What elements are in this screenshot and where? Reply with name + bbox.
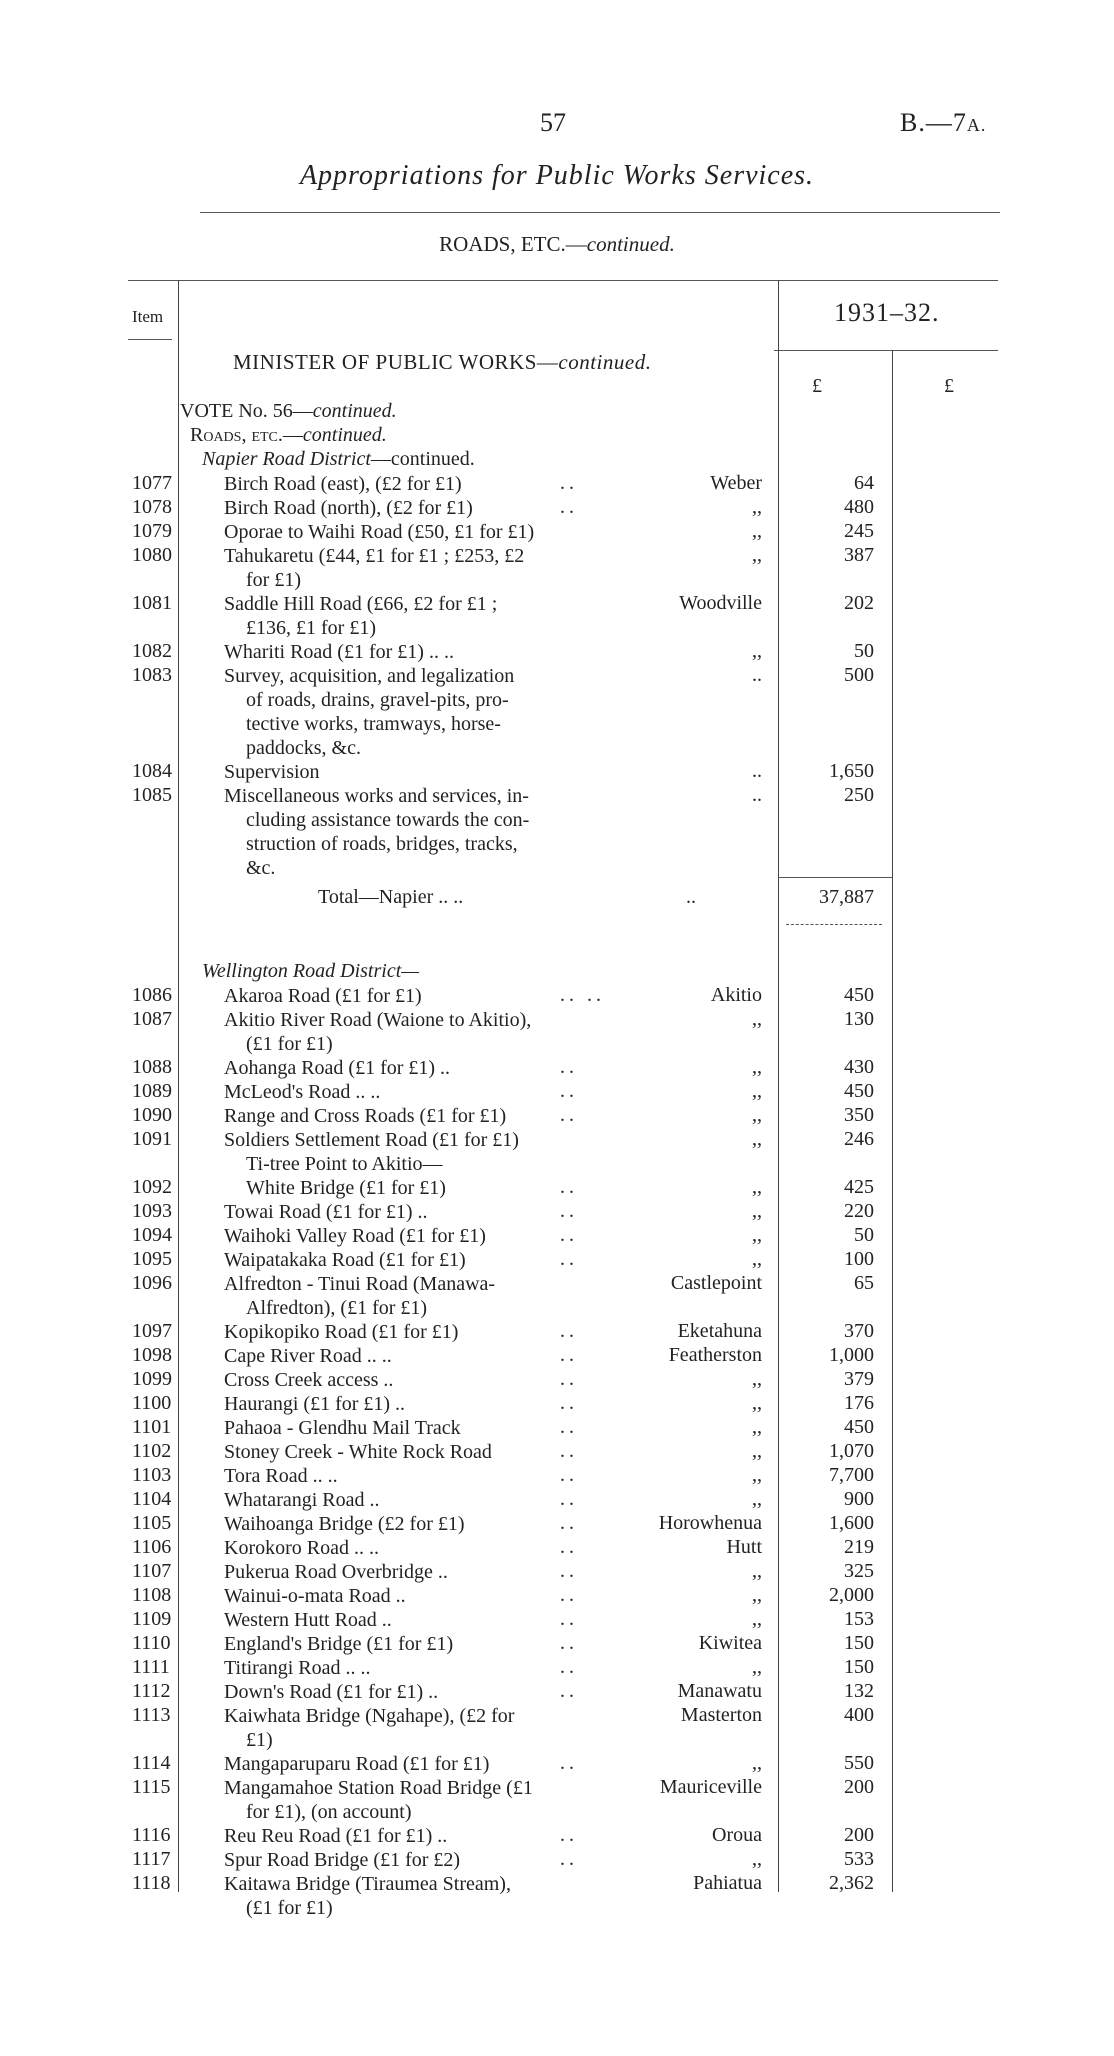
item-number: 1110 <box>132 1632 171 1654</box>
minister-heading <box>233 350 651 375</box>
leader-dots: .. <box>560 1560 578 1582</box>
napier-district-heading <box>202 448 475 471</box>
item-location: Kiwitea <box>698 1632 762 1654</box>
item-number: 1105 <box>132 1512 172 1534</box>
item-number: 1103 <box>132 1464 172 1486</box>
item-location: Weber <box>710 472 762 494</box>
item-location: Mauriceville <box>659 1776 762 1798</box>
description-line: Waihoanga Bridge (£2 for £1) <box>224 1513 465 1535</box>
description-line: Stoney Creek - White Rock Road <box>224 1441 492 1463</box>
description-line: Birch Road (east), (£2 for £1) <box>224 473 462 495</box>
item-number: 1083 <box>132 664 172 686</box>
item-location: ,, <box>752 1560 762 1582</box>
leader-dots: .. <box>560 1248 578 1270</box>
description-line: Kaiwhata Bridge (Ngahape), (£2 for <box>224 1705 515 1727</box>
item-location: ,, <box>752 1416 762 1438</box>
item-amount: 387 <box>844 544 874 566</box>
description-line: Haurangi (£1 for £1) .. <box>224 1393 406 1415</box>
description-line: of roads, drains, gravel-pits, pro- <box>246 689 509 711</box>
item-amount: 1,000 <box>829 1344 874 1366</box>
description-line: tective works, tramways, horse- <box>246 713 501 735</box>
item-amount: 50 <box>854 640 874 662</box>
description-line: (£1 for £1) <box>246 1033 333 1055</box>
description-line: Supervision <box>224 761 320 783</box>
item-location: ,, <box>752 1608 762 1630</box>
item-number: 1104 <box>132 1488 172 1510</box>
item-location: Akitio <box>710 984 762 1006</box>
description-line: Down's Road (£1 for £1) .. <box>224 1681 439 1703</box>
description-line: Tahukaretu (£44, £1 for £1 ; £253, £2 <box>224 545 525 567</box>
item-number: 1086 <box>132 984 172 1006</box>
item-description <box>224 520 620 544</box>
leader-dots: .. <box>560 1368 578 1390</box>
description-line: Mangaparuparu Road (£1 for £1) <box>224 1753 490 1775</box>
item-number: 1080 <box>132 544 172 566</box>
item-column-header: Item <box>132 307 164 326</box>
description-line: Survey, acquisition, and legalization <box>224 665 515 687</box>
item-number: 1113 <box>132 1704 171 1726</box>
leader-dots: .. <box>560 472 578 494</box>
napier-total-label: Total—Napier .. .. <box>318 886 464 908</box>
description-line: Tora Road .. .. <box>224 1465 338 1487</box>
section-title-main: ROADS, ETC.— <box>439 232 587 256</box>
item-amount: 50 <box>854 1224 874 1246</box>
item-number: 1093 <box>132 1200 172 1222</box>
item-location: ,, <box>752 1248 762 1270</box>
item-amount: 500 <box>844 664 874 686</box>
description-line: Titirangi Road .. .. <box>224 1657 371 1679</box>
item-amount: 220 <box>844 1200 874 1222</box>
item-number: 1088 <box>132 1056 172 1078</box>
description-line: Cross Creek access .. <box>224 1369 394 1391</box>
item-number: 1081 <box>132 592 172 614</box>
item-location: ,, <box>752 1200 762 1222</box>
item-location: ,, <box>752 1104 762 1126</box>
item-number: 1115 <box>132 1776 171 1798</box>
description-line: McLeod's Road .. .. <box>224 1081 381 1103</box>
description-line: Reu Reu Road (£1 for £1) .. <box>224 1825 448 1847</box>
item-amount: 1,600 <box>829 1512 874 1534</box>
leader-dots: .. .. <box>560 984 605 1006</box>
item-location: ,, <box>752 1488 762 1510</box>
item-number: 1091 <box>132 1128 172 1150</box>
item-description <box>224 592 620 640</box>
leader-dots: .. <box>560 1824 578 1846</box>
item-location: ,, <box>752 1464 762 1486</box>
item-location: .. <box>752 784 762 806</box>
wellington-district-heading <box>202 960 419 983</box>
item-location: Woodville <box>679 592 762 614</box>
item-location: ,, <box>752 640 762 662</box>
item-amount: 153 <box>844 1608 874 1630</box>
item-location: ,, <box>752 1392 762 1414</box>
leader-dots: .. <box>560 1632 578 1654</box>
page-code-suffix: A. <box>966 115 987 135</box>
leader-dots: .. <box>560 1656 578 1678</box>
item-number: 1112 <box>132 1680 171 1702</box>
leader-dots: .. <box>560 1464 578 1486</box>
item-amount: 425 <box>844 1176 874 1198</box>
description-line: Kopikopiko Road (£1 for £1) <box>224 1321 459 1343</box>
item-amount: 450 <box>844 1080 874 1102</box>
item-amount: 550 <box>844 1752 874 1774</box>
item-amount: 7,700 <box>829 1464 874 1486</box>
item-amount: 64 <box>854 472 874 494</box>
description-line: paddocks, &c. <box>246 737 361 759</box>
item-amount: 1,070 <box>829 1440 874 1462</box>
item-location: ,, <box>752 1584 762 1606</box>
item-location: ,, <box>752 544 762 566</box>
item-number: 1108 <box>132 1584 172 1606</box>
description-line: cluding assistance towards the con- <box>246 809 530 831</box>
item-number: 1100 <box>132 1392 172 1414</box>
description-line: Towai Road (£1 for £1) .. <box>224 1201 428 1223</box>
description-line: Akaroa Road (£1 for £1) <box>224 985 422 1007</box>
item-amount: 480 <box>844 496 874 518</box>
leader-dots: .. <box>560 1752 578 1774</box>
item-location: Horowhenua <box>658 1512 762 1534</box>
item-number: 1089 <box>132 1080 172 1102</box>
item-number: 1114 <box>132 1752 171 1774</box>
leader-dots: .. <box>560 1608 578 1630</box>
leader-dots: .. <box>560 1176 578 1198</box>
leader-dots: .. <box>560 1512 578 1534</box>
description-line: Alfredton - Tinui Road (Manawa- <box>224 1273 496 1295</box>
item-number: 1085 <box>132 784 172 806</box>
item-amount: 132 <box>844 1680 874 1702</box>
leader-dots: .. <box>560 1848 578 1870</box>
item-amount: 200 <box>844 1824 874 1846</box>
leader-dots: .. <box>560 1224 578 1246</box>
item-amount: 202 <box>844 592 874 614</box>
item-description <box>224 760 620 784</box>
description-line: for £1), (on account) <box>246 1801 412 1823</box>
item-amount: 400 <box>844 1704 874 1726</box>
description-line: Whatarangi Road .. <box>224 1489 380 1511</box>
item-location: ,, <box>752 1080 762 1102</box>
item-number: 1098 <box>132 1344 172 1366</box>
item-location: ,, <box>752 1656 762 1678</box>
napier-district-cont: —continued. <box>370 448 475 470</box>
year-head-rule <box>774 350 998 351</box>
item-location: Eketahuna <box>677 1320 762 1342</box>
item-location: ,, <box>752 1056 762 1078</box>
item-amount: 65 <box>854 1272 874 1294</box>
napier-total-bottom-rule <box>786 924 882 925</box>
leader-dots: .. <box>560 1320 578 1342</box>
description-line: Alfredton), (£1 for £1) <box>246 1297 428 1319</box>
item-location: Masterton <box>680 1704 762 1726</box>
leader-dots: .. <box>560 1080 578 1102</box>
description-line: £136, £1 for £1) <box>246 617 376 639</box>
item-amount: 1,650 <box>829 760 874 782</box>
page-code <box>900 108 986 138</box>
description-line: Cape River Road .. .. <box>224 1345 392 1367</box>
description-line: struction of roads, bridges, tracks, <box>246 833 518 855</box>
pound-column-1: £ <box>812 375 822 397</box>
item-location: Oroua <box>712 1824 762 1846</box>
leader-dots: .. <box>560 1416 578 1438</box>
item-amount: 246 <box>844 1128 874 1150</box>
item-description <box>224 1776 620 1824</box>
item-description <box>224 640 620 664</box>
page-code-main: B.—7 <box>900 108 967 137</box>
item-number: 1095 <box>132 1248 172 1270</box>
leader-dots: .. <box>560 1056 578 1078</box>
description-line: Waipatakaka Road (£1 for £1) <box>224 1249 466 1271</box>
item-location: ,, <box>752 1176 762 1198</box>
vote-heading <box>180 400 397 423</box>
item-amount: 150 <box>844 1656 874 1678</box>
section-title <box>0 232 1114 257</box>
item-amount: 100 <box>844 1248 874 1270</box>
year-column-header: 1931–32. <box>834 298 940 327</box>
leader-dots: .. <box>560 1536 578 1558</box>
description-line: Akitio River Road (Waione to Akitio), <box>224 1009 532 1031</box>
item-amount: 900 <box>844 1488 874 1510</box>
item-location: ,, <box>752 1128 762 1150</box>
item-number: 1116 <box>132 1824 171 1846</box>
item-location: ,, <box>752 1848 762 1870</box>
page-number: 57 <box>540 108 566 137</box>
item-number: 1111 <box>132 1656 170 1678</box>
description-line: Western Hutt Road .. <box>224 1609 392 1631</box>
item-description <box>224 1704 620 1752</box>
item-amount: 250 <box>844 784 874 806</box>
item-number: 1096 <box>132 1272 172 1294</box>
leader-dots: .. <box>560 1344 578 1366</box>
page-title: Appropriations for Public Works Services. <box>299 160 815 191</box>
description-line: Korokoro Road .. .. <box>224 1537 379 1559</box>
napier-district-name: Napier Road District <box>202 448 371 470</box>
item-number: 1087 <box>132 1008 172 1030</box>
description-line: Aohanga Road (£1 for £1) .. <box>224 1057 451 1079</box>
item-amount: 200 <box>844 1776 874 1798</box>
leader-dots: .. <box>560 1392 578 1414</box>
item-number: 1082 <box>132 640 172 662</box>
description-line: Whariti Road (£1 for £1) .. .. <box>224 641 454 663</box>
pound-column-2: £ <box>944 375 954 397</box>
description-line: Wainui-o-mata Road .. <box>224 1585 406 1607</box>
item-description <box>224 784 620 880</box>
vote-heading-main: VOTE No. 56— <box>180 400 313 422</box>
item-number: 1084 <box>132 760 172 782</box>
wellington-district-name: Wellington Road District— <box>202 960 420 982</box>
description-line: Pukerua Road Overbridge .. <box>224 1561 448 1583</box>
section-title-cont: continued. <box>586 232 675 256</box>
item-amount: 325 <box>844 1560 874 1582</box>
item-head-rule <box>128 339 172 340</box>
description-line: Birch Road (north), (£2 for £1) <box>224 497 473 519</box>
description-line: &c. <box>246 857 276 879</box>
description-line: Saddle Hill Road (£66, £2 for £1 ; <box>224 593 498 615</box>
minister-heading-cont: continued. <box>558 350 652 374</box>
item-number: 1117 <box>132 1848 171 1870</box>
item-location: ,, <box>752 1440 762 1462</box>
description-line: Spur Road Bridge (£1 for £2) <box>224 1849 461 1871</box>
item-amount: 430 <box>844 1056 874 1078</box>
table-top-rule <box>128 280 998 281</box>
item-number: 1078 <box>132 496 172 518</box>
description-line: White Bridge (£1 for £1) <box>246 1177 446 1199</box>
napier-total-amount: 37,887 <box>819 886 874 908</box>
roads-subheading-cont: continued. <box>302 424 387 446</box>
roads-subheading-main: Roads, etc.— <box>190 424 303 446</box>
description-line: £1) <box>246 1729 273 1751</box>
leader-dots: .. <box>560 496 578 518</box>
vote-heading-cont: continued. <box>312 400 397 422</box>
description-line: (£1 for £1) <box>246 1897 333 1919</box>
item-description <box>224 664 620 760</box>
item-amount: 350 <box>844 1104 874 1126</box>
item-amount: 176 <box>844 1392 874 1414</box>
item-location: .. <box>752 664 762 686</box>
item-location: ,, <box>752 496 762 518</box>
item-number: 1094 <box>132 1224 172 1246</box>
description-line: Ti-tree Point to Akitio— <box>246 1153 443 1175</box>
item-amount: 150 <box>844 1632 874 1654</box>
napier-total-location: .. <box>686 886 696 908</box>
item-number: 1106 <box>132 1536 172 1558</box>
description-line: England's Bridge (£1 for £1) <box>224 1633 454 1655</box>
description-line: Mangamahoe Station Road Bridge (£1 <box>224 1777 533 1799</box>
description-line: Range and Cross Roads (£1 for £1) <box>224 1105 507 1127</box>
item-description <box>224 544 620 592</box>
item-location: Castlepoint <box>670 1272 762 1294</box>
item-amount: 450 <box>844 1416 874 1438</box>
description-line: Miscellaneous works and services, in- <box>224 785 529 807</box>
item-number: 1109 <box>132 1608 172 1630</box>
minister-heading-main: MINISTER OF PUBLIC WORKS— <box>233 350 559 374</box>
item-description <box>224 1272 620 1320</box>
leader-dots: .. <box>560 1680 578 1702</box>
leader-dots: .. <box>560 1488 578 1510</box>
item-amount: 219 <box>844 1536 874 1558</box>
item-number: 1102 <box>132 1440 172 1462</box>
item-amount: 2,000 <box>829 1584 874 1606</box>
item-number: 1101 <box>132 1416 172 1438</box>
leader-dots: .. <box>560 1104 578 1126</box>
item-location: Hutt <box>726 1536 762 1558</box>
item-number: 1097 <box>132 1320 172 1342</box>
roads-subheading <box>190 424 387 447</box>
item-amount: 450 <box>844 984 874 1006</box>
item-location: ,, <box>752 1752 762 1774</box>
item-number: 1099 <box>132 1368 172 1390</box>
item-location: Pahiatua <box>693 1872 762 1894</box>
leader-dots: .. <box>560 1584 578 1606</box>
second-amount-column-divider <box>892 350 893 1892</box>
item-location: ,, <box>752 1368 762 1390</box>
napier-total-top-rule <box>778 877 892 878</box>
item-description <box>224 1128 620 1176</box>
description-line: Soldiers Settlement Road (£1 for £1) <box>224 1129 519 1151</box>
item-number: 1090 <box>132 1104 172 1126</box>
description-line: Kaitawa Bridge (Tiraumea Stream), <box>224 1873 511 1895</box>
item-amount: 533 <box>844 1848 874 1870</box>
item-number: 1118 <box>132 1872 171 1894</box>
item-amount: 2,362 <box>829 1872 874 1894</box>
item-description <box>224 1008 620 1056</box>
item-location: ,, <box>752 1224 762 1246</box>
item-amount: 130 <box>844 1008 874 1030</box>
item-location: Featherston <box>668 1344 762 1366</box>
description-line: Pahaoa - Glendhu Mail Track <box>224 1417 461 1439</box>
item-amount: 245 <box>844 520 874 542</box>
title-rule <box>200 212 1000 213</box>
leader-dots: .. <box>560 1200 578 1222</box>
leader-dots: .. <box>560 1440 578 1462</box>
item-number: 1079 <box>132 520 172 542</box>
description-line: Waihoki Valley Road (£1 for £1) <box>224 1225 486 1247</box>
item-location: ,, <box>752 1008 762 1030</box>
item-number: 1107 <box>132 1560 172 1582</box>
item-description <box>224 1872 620 1920</box>
description-line: for £1) <box>246 569 301 591</box>
item-location: Manawatu <box>677 1680 762 1702</box>
item-amount: 370 <box>844 1320 874 1342</box>
description-line: Oporae to Waihi Road (£50, £1 for £1) <box>224 521 535 543</box>
item-location: ,, <box>752 520 762 542</box>
item-number: 1077 <box>132 472 172 494</box>
item-amount: 379 <box>844 1368 874 1390</box>
item-location: .. <box>752 760 762 782</box>
item-number: 1092 <box>132 1176 172 1198</box>
